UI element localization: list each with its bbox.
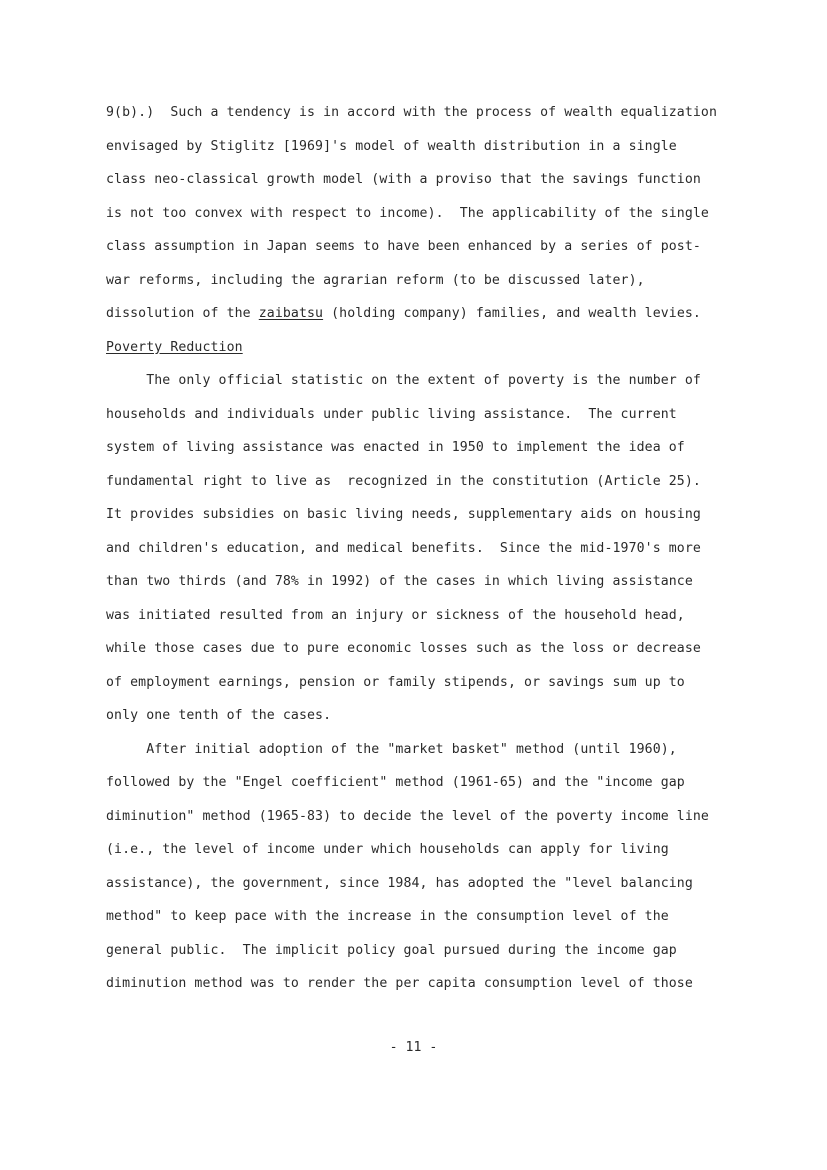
text-line: general public. The implicit policy goal pursued during the income gap — [106, 942, 677, 958]
text-line: (i.e., the level of income under which households can apply for living — [106, 842, 669, 857]
text-line: method" to keep pace with the increase in the consumption level of the — [106, 909, 669, 924]
text-line: while those cases due to pure economic losses such as the loss or decrease — [106, 641, 701, 656]
text-line: The only official statistic on the extent of poverty is the number of — [106, 373, 701, 388]
text-line: followed by the "Engel coefficient" method (1961-65) and the "income gap — [106, 775, 685, 790]
text-line: is not too convex with respect to income). The applicability of the single — [106, 205, 709, 221]
text-line: 9(b).) Such a tendency is in accord with the process of wealth equalization — [106, 105, 718, 120]
text-line: class assumption in Japan seems to have been enhanced by a series of post- — [106, 239, 701, 254]
text-line — [106, 305, 701, 323]
text-line: diminution method was to render the per capita consumption level of those — [106, 976, 693, 991]
text-line: diminution" method (1965-83) to decide the level of the poverty income line — [106, 808, 709, 824]
text-line: It provides subsidies on basic living needs, supplementary aids on housing — [106, 507, 701, 522]
text-line: class neo-classical growth model (with a proviso that the savings function — [106, 172, 701, 187]
text-line: assistance), the government, since 1984, has adopted the "level balancing — [106, 875, 693, 891]
text-fragment: dissolution of the — [106, 306, 259, 321]
text-line: After initial adoption of the "market basket" method (until 1960), — [106, 741, 677, 757]
page-number: - 11 - — [389, 1040, 438, 1055]
text-line: households and individuals under public living assistance. The current — [106, 406, 677, 422]
text-line: only one tenth of the cases. — [106, 708, 332, 723]
text-line: and children's education, and medical benefits. Since the mid-1970's more — [106, 540, 701, 556]
text-line: than two thirds (and 78% in 1992) of the cases in which living assistance — [106, 574, 693, 589]
text-line: fundamental right to live as recognized in the constitution (Article 25). — [106, 473, 701, 489]
text-line: war reforms, including the agrarian reform (to be discussed later), — [106, 272, 645, 288]
zaibatsu-term: zaibatsu — [258, 306, 324, 321]
text-fragment: (holding company) families, and wealth levies. — [323, 306, 701, 321]
text-line: envisaged by Stiglitz [1969]'s model of wealth distribution in a single — [106, 138, 677, 154]
text-line: system of living assistance was enacted in 1950 to implement the idea of — [106, 440, 685, 455]
text-line: of employment earnings, pension or family stipends, or savings sum up to — [106, 674, 685, 690]
section-heading-poverty-reduction: Poverty Reduction — [106, 339, 243, 355]
text-line: was initiated resulted from an injury or sickness of the household head, — [106, 607, 685, 623]
